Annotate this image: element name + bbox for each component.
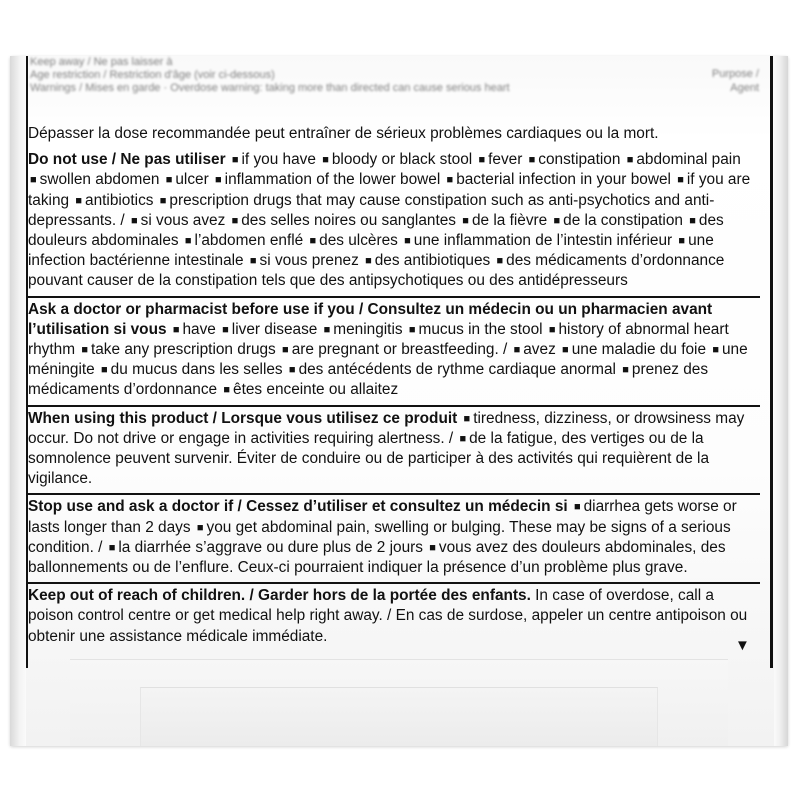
section-text: la diarrhée s’aggrave ou dure plus de 2 jours (118, 538, 428, 556)
section-text: abdominal pain (636, 151, 741, 169)
top-strip-agent: Agent (730, 82, 759, 94)
bullet-icon: ■ (215, 174, 222, 187)
bullet-icon: ■ (408, 323, 416, 336)
bullet-icon: ■ (81, 344, 88, 357)
warnings-text (28, 122, 758, 651)
bullet-icon: ■ (678, 235, 686, 248)
section-text: constipation (538, 151, 625, 169)
bullet-icon: ■ (573, 501, 581, 514)
section-text: des ulcères (319, 232, 403, 250)
top-label-strip (30, 56, 765, 114)
bullet-icon: ■ (222, 323, 229, 336)
section-text: l’abdomen enflé (194, 232, 308, 250)
section-text: have (182, 320, 221, 338)
bullet-icon: ■ (562, 344, 569, 357)
section-text: bacterial infection in your bowel (456, 171, 676, 189)
bullet-icon: ■ (528, 154, 536, 167)
section-text: tiredness, dizziness, or drowsiness may occur. Do not drive or engage in activities requiring alertness. (28, 409, 745, 447)
bullet-icon: ■ (231, 214, 239, 227)
bullet-icon: ■ (677, 174, 684, 187)
bullet-icon: ■ (462, 214, 469, 227)
section-text: meningitis (333, 320, 407, 338)
section-text: des selles noires ou sanglantes (241, 211, 461, 229)
section-text: / (120, 211, 125, 229)
bullet-icon: ■ (288, 364, 296, 377)
section-text: / (448, 429, 454, 447)
bullet-icon: ■ (626, 154, 634, 167)
section-text: avez (523, 341, 561, 359)
bullet-icon: ■ (446, 174, 454, 187)
section-text: si vous avez (140, 211, 230, 229)
bullet-icon: ■ (553, 214, 561, 227)
section-text: une inflammation de l’intestin inférieur (413, 232, 677, 250)
section-text: antibiotics (85, 191, 158, 209)
section-text: une méningite (28, 341, 748, 379)
section-text: des douleurs abdominales (28, 211, 724, 250)
bullet-icon: ■ (322, 154, 329, 167)
top-strip-line: Age restriction / Restriction d'âge (voir ci-dessous) (30, 69, 275, 81)
section-text: de la fièvre (471, 211, 552, 229)
section-text: Dépasser la dose recommandée peut entraîner de sérieux problèmes cardiaques ou la mort. (28, 125, 659, 142)
carton-bottom-tab (140, 687, 658, 746)
bullet-icon: ■ (513, 344, 521, 357)
section-text: if you have (241, 151, 321, 169)
section-text: de la constipation (563, 211, 688, 229)
bullet-icon: ■ (130, 214, 138, 227)
section-text: inflammation of the lower bowel (224, 171, 445, 189)
section-text: une maladie du foie (571, 341, 711, 359)
bullet-icon: ■ (459, 432, 467, 445)
continue-arrow-icon: ▼ (735, 637, 750, 654)
section-heading: When using this product / Lorsque vous utilisez ce produit (28, 409, 458, 427)
carton-left-edge (10, 56, 26, 746)
bullet-icon: ■ (184, 235, 192, 248)
section-text: des antibiotiques (374, 252, 495, 270)
bullet-icon: ■ (101, 364, 108, 377)
bullet-icon: ■ (196, 521, 204, 534)
bullet-icon: ■ (159, 194, 167, 207)
bullet-icon: ■ (75, 194, 83, 207)
bullet-icon: ■ (323, 323, 331, 336)
bullet-icon: ■ (429, 541, 436, 554)
section-text: liver disease (231, 320, 322, 338)
section-text: du mucus dans les selles (110, 361, 287, 379)
section-heading: Do not use / Ne pas utiliser (28, 151, 226, 169)
section-ask-doctor (28, 298, 758, 405)
carton-right-edge (774, 56, 788, 746)
section-heading: Stop use and ask a doctor if / Cessez d’utiliser et consultez un médecin si (28, 498, 568, 516)
section-text: history of abnormal heart rhythm (28, 320, 729, 359)
bullet-icon: ■ (463, 412, 471, 425)
section-text: take any prescription drugs (90, 341, 281, 359)
section-text: mucus in the stool (418, 320, 547, 338)
section-text: are pregnant or breastfeeding. (291, 341, 504, 359)
section-text: / (503, 341, 508, 359)
top-strip-purpose: Purpose / (711, 68, 759, 80)
section-keep-out (28, 584, 758, 651)
bullet-icon: ■ (282, 344, 289, 357)
bullet-icon: ■ (548, 323, 556, 336)
bullet-icon: ■ (249, 255, 257, 268)
section-text: fever (488, 151, 527, 169)
section-text: bloody or black stool (331, 151, 477, 169)
bullet-icon: ■ (496, 255, 504, 268)
section-overdose-fr (28, 122, 758, 148)
section-text: si vous prenez (259, 252, 364, 270)
bullet-icon: ■ (108, 541, 116, 554)
bullet-icon: ■ (404, 235, 411, 248)
section-text: In case of overdose, call a poison control centre or get medical help right away. (28, 587, 714, 625)
section-stop-use (28, 495, 758, 582)
section-text: des antécédents de rythme cardiaque anormal (298, 361, 621, 379)
section-text: êtes enceinte ou allaitez (233, 381, 399, 399)
section-heading: Keep out of reach of children. / Garder hors de la portée des enfants. (28, 587, 531, 605)
section-text: vous avez des douleurs abdominales, des ballonnements ou de l’enflure. Ceux-ci pourraient indiquer la présence d’un problème plus grave. (28, 538, 726, 577)
top-strip-line: Warnings / Mises en garde · Overdose warning: taking more than directed can cause serious heart (30, 82, 510, 94)
bullet-icon: ■ (689, 214, 696, 227)
bullet-icon: ■ (30, 174, 37, 187)
bullet-icon: ■ (223, 384, 231, 397)
section-do-not-use (28, 148, 758, 295)
section-text: if you are taking (28, 171, 751, 209)
bullet-icon: ■ (165, 174, 173, 187)
section-text: swollen abdomen (39, 171, 164, 189)
section-text: de la fatigue, des vertiges ou de la somnolence peuvent survenir. Éviter de conduire ou de participer à des activités qui requièrent de la vigilance. (28, 429, 710, 488)
top-strip-line: Keep away / Ne pas laisser à (30, 56, 173, 68)
bullet-icon: ■ (231, 154, 239, 167)
bullet-icon: ■ (712, 344, 719, 357)
section-heading: Ask a doctor or pharmacist before use if you / Consultez un médecin ou un pharmacien avant l’utilisation si vous (28, 300, 713, 338)
section-text: / (98, 538, 103, 556)
bullet-icon: ■ (365, 255, 372, 268)
bullet-icon: ■ (622, 364, 629, 377)
section-when-using (28, 407, 758, 494)
section-text: you get abdominal pain, swelling or bulging. These may be signs of a serious condition. (28, 518, 731, 556)
section-text: prenez des médicaments d’ordonnance (28, 361, 709, 399)
bullet-icon: ■ (172, 323, 180, 336)
bullet-icon: ■ (309, 235, 317, 248)
section-text: des médicaments d’ordonnance pouvant causer de la constipation tels que des antipsychotiques ou des antidépresseurs (28, 252, 725, 290)
section-text: / En cas de surdose, appeler un centre antipoison ou obtenir une assistance médicale immédiate. (28, 607, 748, 645)
section-text: ulcer (175, 171, 214, 189)
bullet-icon: ■ (478, 154, 486, 167)
section-text: prescription drugs that may cause constipation such as anti-psychotics and anti-depressants. (28, 191, 715, 229)
section-text: diarrhea gets worse or lasts longer than 2 days (28, 498, 737, 536)
section-text: une infection bactérienne intestinale (28, 232, 714, 270)
